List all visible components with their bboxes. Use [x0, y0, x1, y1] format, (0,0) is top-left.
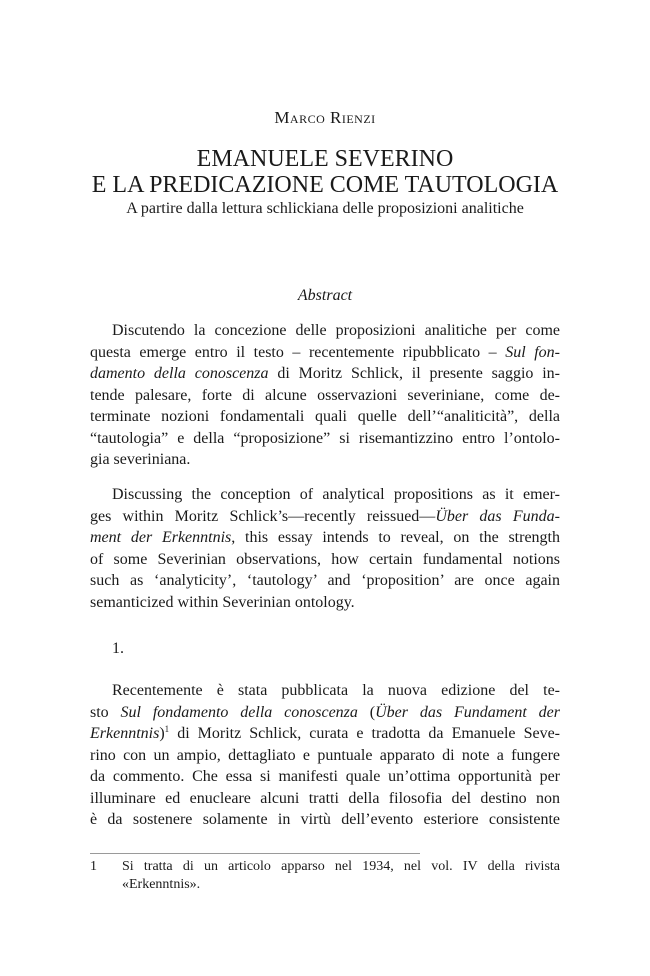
text-line: illuminare ed enucleare alcuni tratti della filosofia del destino non [90, 789, 560, 807]
text-line: Discussing the conception of analytical propositions as it emer- [112, 486, 560, 503]
footnote-line: «Erkenntnis». [122, 877, 201, 892]
footnote-number: 1 [90, 859, 97, 874]
text-line: è da sostenere solamente in virtù dell’evento esteriore consistente [90, 811, 560, 828]
paper-title [0, 146, 650, 198]
text-line: Erkenntnis)$^1$ di Moritz Schlick, curata e tradotta da Emanuele Seve- [90, 724, 560, 742]
text-line: “tautologia” e della “proposizione” si risemantizzino entro l’ontolo- [90, 429, 560, 447]
text-line: ges within Moritz Schlick’s—recently reissued—Über das Funda- [90, 507, 560, 525]
text-line: Discutendo la concezione delle proposizioni analitiche per come [112, 322, 560, 339]
footnote-line: Si tratta di un articolo apparso nel 1934, nel vol. IV della rivista [122, 859, 560, 874]
text-line: tende palesare, forte di alcune osservazioni severiniane, come de- [90, 386, 560, 404]
footnote-text [122, 858, 560, 894]
author-name: Marco Rienzi [274, 108, 376, 127]
text-line: Recentemente è stata pubblicata la nuova edizione del te- [112, 682, 560, 699]
text-line: gia severiniana. [90, 451, 191, 468]
text-line: such as ‘analyticity’, ‘tautology’ and ‘proposition’ are once again [90, 572, 560, 589]
text-line: questa emerge entro il testo – recentemente ripubblicato – Sul fon- [90, 343, 561, 361]
paper-subtitle: A partire dalla lettura schlickiana delle proposizioni analitiche [126, 200, 524, 217]
section-number: 1. [112, 640, 124, 657]
abstract-english [90, 484, 560, 613]
text-line: of some Severinian observations, how certain fundamental notions [90, 550, 560, 568]
title-line-1: EMANUELE SEVERINO [196, 146, 454, 172]
text-line: ment der Erkenntnis, this essay intends to reveal, on the strength [90, 529, 561, 546]
text-line: terminate nozioni fondamentali quali quelle dell’“analiticità”, della [90, 408, 560, 425]
footnote-divider [90, 853, 420, 854]
text-line: semanticized within Severinian ontology. [90, 593, 355, 611]
text-line: damento della conoscenza di Moritz Schlick, il presente saggio in- [90, 365, 560, 382]
abstract-heading: Abstract [297, 287, 353, 304]
abstract-italian [90, 320, 560, 471]
text-line: da commento. Che essa si manifesti quale un’ottima opportunità per [90, 768, 560, 785]
title-line-2: E LA PREDICAZIONE COME TAUTOLOGIA [91, 172, 559, 198]
footnote-ref[interactable]: 1 [164, 724, 170, 734]
text-line: rino con un ampio, dettagliato e puntuale apparato di note a fungere [90, 746, 560, 764]
body-paragraph [90, 680, 560, 831]
text-line: sto Sul fondamento della conoscenza (Über das Fundament der [90, 703, 561, 721]
